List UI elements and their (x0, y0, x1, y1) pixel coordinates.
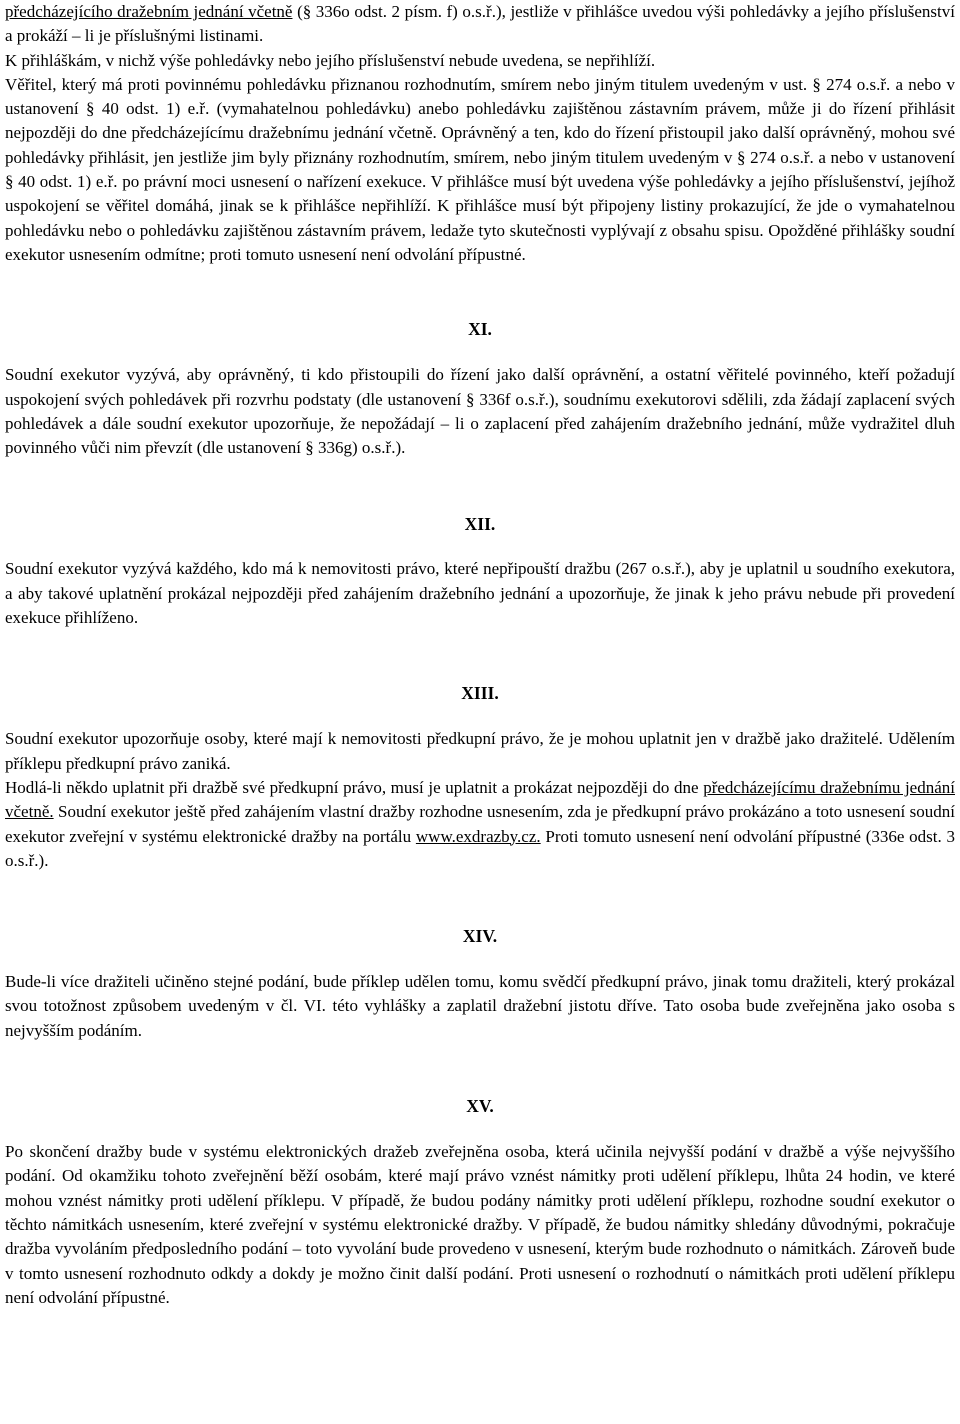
section-text: Soudní exekutor vyzývá, aby oprávněný, ti kdo přistoupili do řízení jako další oprávnění, a ostatní věřitelé povinného, kteří požadují uspokojení svých pohledávek při rozvrhu podstaty (dle ustanovení § 336f o.s.ř.), soudnímu exekutorovi sdělili, zda žádají zaplacení svých pohledávek a dále soudní exekutor upozorňuje, že nepožádají – li o zaplacení před zahájením dražebního jednání, může vydražitel dluh povinného vůči nim převzít (dle ustanovení § 336g) o.s.ř.). (5, 365, 955, 458)
section-heading: XII. (464, 514, 496, 535)
underlined-text: předcházejícího dražebním jednání včetně (5, 2, 293, 21)
text-run: Hodlá-li někdo uplatnit při dražbě své předkupní právo, musí je uplatnit a prokázat nejpozději do dne (5, 777, 704, 797)
text-run: Proti tomuto usnesení není odvolání přípustné (336e odst. 3 o.s.ř.). (5, 826, 955, 870)
text-run: Soudní exekutor ještě před zahájením vlastní dražby rozhodne usnesením, zda je předkupní právo prokázáno a toto usnesení soudní exekutor zveřejní v systému elektronické dražby na portálu (5, 802, 955, 846)
section-heading: XIII. (461, 683, 499, 704)
section-xiv (5, 926, 955, 1043)
section-xv (5, 1096, 955, 1310)
underlined-text: předcházejícímu dražebnímu jednání včetně. (5, 777, 955, 822)
section-text: Po skončení dražby bude v systému elektronických dražeb zveřejněna osoba, která učinila nejvyšší podání v dražbě a výše nejvyššího podání. Od okamžiku tohoto zveřejnění běží osobám, které mají právo vznést námitky proti udělení příklepu, lhůta 24 hodin, ve které mohou vznést námitky proti udělení příklepu. V případě, že budou podány námitky proti udělení příklepu, rozhodne soudní exekutor o těchto námitkách usnesením, které zveřejní v systému elektronické dražby. V případě, že budou námitky shledány důvodnými, pokračuje dražba vyvoláním předposledního podání – toto vyvolání bude provedeno v usnesení, kterým bude rozhodnuto o námitkách. Zároveň bude v tomto usnesení rozhodnuto odkdy a dokdy je možno činit další podání. Proti usnesení o rozhodnutí o námitkách proti udělení příklepu není odvolání přípustné. (5, 1142, 955, 1307)
section-heading: XI. (468, 319, 492, 340)
section-xi (5, 319, 955, 460)
paragraph-creditor: Věřitel, který má proti povinnému pohledávku přiznanou rozhodnutím, smírem nebo jiným titulem uvedeným v ust. § 274 o.s.ř. a nebo v ustanovení § 40 odst. 1) e.ř. (vymahatelnou pohledávku) anebo pohledávku zajištěnou zástavním právem, může ji do řízení přihlásit nejpozději do dne předcházejícímu dražebnímu jednání včetně. Oprávněný a ten, kdo do řízení přistoupil jako další oprávněný, mohou své pohledávky přihlásit, jen jestliže jim byly přiznány rozhodnutím, smírem, nebo jiným titulem uvedeným v § 274 o.s.ř. a nebo v ustanovení § 40 odst. 1) e.ř. po právní moci usnesení o nařízení exekuce. V přihlášce musí být uvedena výše pohledávky a jejího příslušenství, jejíhož uspokojení se věřitel domáhá, jinak se k přihlášce nepřihlíží. K přihlášce musí být připojeny listiny prokazující, že jde o vymahatelnou pohledávku nebo o pohledávku zajištěnou zástavním právem, ledaže tyto skutečnosti vyplývají z obsahu spisu. Opožděné přihlášky soudní exekutor usnesením odmítne; proti tomuto usnesení není odvolání přípustné. (5, 74, 955, 264)
portal-link[interactable]: www.exdrazby.cz. (415, 826, 541, 846)
section-xiii (5, 683, 955, 873)
section-xii (5, 514, 955, 630)
paragraph-deadline (5, 0, 955, 49)
section-text: Soudní exekutor vyzývá každého, kdo má k nemovitosti právo, které nepřipouští dražbu (267 o.s.ř.), aby je uplatnil u soudního exekutora, a aby takové uplatnění prokázal nejpozději před zahájením dražebního jednání a upozorňuje, že jinak k jeho právu nebude při provedení exekuce přihlíženo. (5, 559, 955, 628)
section-continuation (5, 0, 955, 267)
section-heading: XV. (466, 1096, 494, 1117)
section-text: Soudní exekutor upozorňuje osoby, které mají k nemovitosti předkupní právo, že je mohou uplatnit jen v dražbě jako dražitelé. Udělením příklepu předkupní právo zaniká. (5, 729, 955, 773)
section-text: Bude-li více dražiteli učiněno stejné podání, bude příklep udělen tomu, komu svědčí předkupní právo, jinak tomu dražiteli, který prokázal svou totožnost způsobem uvedeným v čl. VI. této vyhlášky a zaplatil dražební jistotu dříve. Tato osoba bude zveřejněna jako osoba s nejvyšším podáním. (5, 972, 955, 1040)
paragraph-claims: K přihláškám, v nichž výše pohledávky nebo jejího příslušenství nebude uvedena, se nepřihlíží. (5, 50, 656, 70)
section-heading: XIV. (462, 926, 498, 947)
section-text-preemption (5, 776, 955, 873)
paragraph-text: (§ 336o odst. 2 písm. f) o.s.ř.), jestliže v přihlášce uvedou výši pohledávky a jejího příslušenství a prokáží – li je příslušnými listinami. (5, 2, 955, 46)
